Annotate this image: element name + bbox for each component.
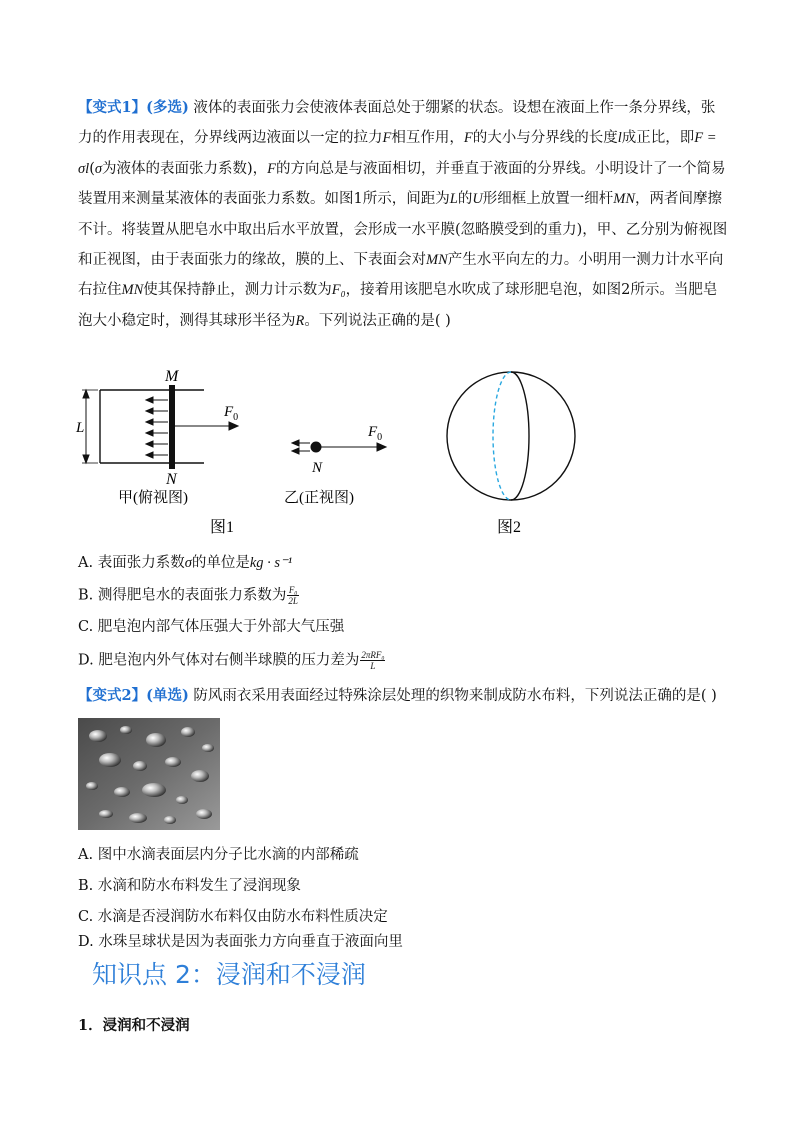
- force-arrow-F0-top: [175, 422, 238, 430]
- p1-var: F: [463, 130, 473, 147]
- front-view-diagram: [292, 440, 386, 454]
- option-1B: B. 测得肥皂水的表面张力系数为 $\frac{\text{F₀}}{2L}$: [78, 585, 298, 606]
- p1-seg: ，两者间摩擦不计。将装置从肥皂水中取出后水平放置，会形成一水平膜(忽略膜受到的重力)，甲、乙分别为俯视图和正视图，由于表面张力的缘故，膜的上、下表面会对: [78, 191, 728, 269]
- fraction: $\frac{\text{2πRF₀}}{L}$: [361, 650, 385, 671]
- option-1A: A. 表面张力系数σ的单位是kg · s⁻¹: [78, 555, 293, 571]
- p1-seg: 的大小与分界线的长度: [472, 130, 618, 147]
- caption-front-view: 乙(正视图): [284, 490, 354, 506]
- option-2B: B. 水滴和防水布料发生了浸润现象: [78, 878, 301, 894]
- label-N: N: [166, 471, 177, 488]
- p1-seg: 液体的表面张力会使液体表面总处于绷紧的状态。设想在液面上作一条分界线，张力的作用表现在，分界线两边液面以一定的拉力: [78, 100, 716, 147]
- p1-seg: 。下列说法正确的是( ): [304, 312, 451, 329]
- p1-seg: 的: [457, 191, 473, 208]
- p1-formula: F = σl: [78, 130, 717, 177]
- p1-var: MN: [613, 191, 636, 208]
- label-N-front: N: [312, 460, 323, 476]
- label-F0-front: $F_0$: [368, 424, 383, 443]
- soap-bubble-sphere: [447, 372, 575, 500]
- p1-var: F: [267, 160, 277, 177]
- p1-seg: ，接着用该肥皂水吹成了球形肥皂泡，如图2所示。当肥皂泡大小稳定时，测得其球形半径为: [78, 282, 718, 329]
- surface-tension-arrows: [146, 397, 168, 458]
- p1-var: L: [449, 191, 458, 208]
- p1-var: σ: [94, 160, 103, 177]
- p1-var: MN: [121, 282, 144, 299]
- caption-fig1: 图1: [210, 519, 235, 536]
- p1-var: F₀: [331, 282, 346, 299]
- p1-seg: 形细框上放置一细杆: [482, 191, 614, 208]
- problem1-paragraph: [78, 93, 728, 336]
- p1-seg: 相互作用，: [391, 130, 464, 147]
- p1-var: F: [382, 130, 392, 147]
- option-1D: D. 肥皂泡内外气体对右侧半球膜的压力差为 $\frac{\text{2πRF₀}}{L}$: [78, 650, 385, 671]
- fraction: $\frac{\text{F₀}}{2L}$: [288, 585, 298, 606]
- p1-seg: (: [89, 160, 95, 177]
- section-title: 知识点 2：浸润和不浸润: [92, 960, 366, 989]
- problem1-tag: 【变式1】(多选): [78, 99, 189, 116]
- rod-MN: [169, 385, 175, 469]
- p1-seg: 成正比，即: [621, 130, 695, 147]
- water-droplets-photo: [78, 718, 220, 830]
- option-2A: A. 图中水滴表面层内分子比水滴的内部稀疏: [78, 847, 359, 863]
- p1-seg: 的方向总是与液面相切，并垂直于液面的分界线。小明设计了一个简易装置用来测量某液体的表面张力系数。如图1所示，间距为: [78, 160, 726, 208]
- dimension-L: [82, 390, 98, 463]
- p1-seg: 产生水平向左的力。小明用一测力计水平向右拉住: [78, 252, 724, 299]
- label-F0-top: $F_0$: [224, 404, 239, 423]
- problem2-tag: 【变式2】(单选): [78, 687, 189, 704]
- label-M: M: [165, 368, 179, 385]
- p1-seg: 使其保持静止，测力计示数为: [143, 282, 332, 299]
- p1-seg: 为液体的表面张力系数)，: [102, 160, 268, 177]
- caption-fig2: 图2: [497, 519, 522, 536]
- p1-var: U: [472, 191, 483, 208]
- option-1C: C. 肥皂泡内部气体压强大于外部大气压强: [78, 619, 345, 635]
- figure-1-2: [78, 360, 598, 540]
- p1-var: l: [617, 130, 622, 147]
- caption-top-view: 甲(俯视图): [118, 490, 188, 506]
- option-2C: C. 水滴是否浸润防水布料仅由防水布料性质决定: [78, 909, 388, 925]
- section-subheading: 1．浸润和不浸润: [78, 1017, 190, 1034]
- problem2-stem: 【变式2】(单选) 防风雨衣采用表面经过特殊涂层处理的织物来制成防水布料，下列说法正确的是( ): [78, 687, 717, 704]
- label-L: L: [76, 420, 85, 436]
- option-2D: D. 水珠呈球状是因为表面张力方向垂直于液面向里: [78, 934, 403, 950]
- p1-var: R: [295, 312, 305, 329]
- p1-var: MN: [426, 252, 448, 269]
